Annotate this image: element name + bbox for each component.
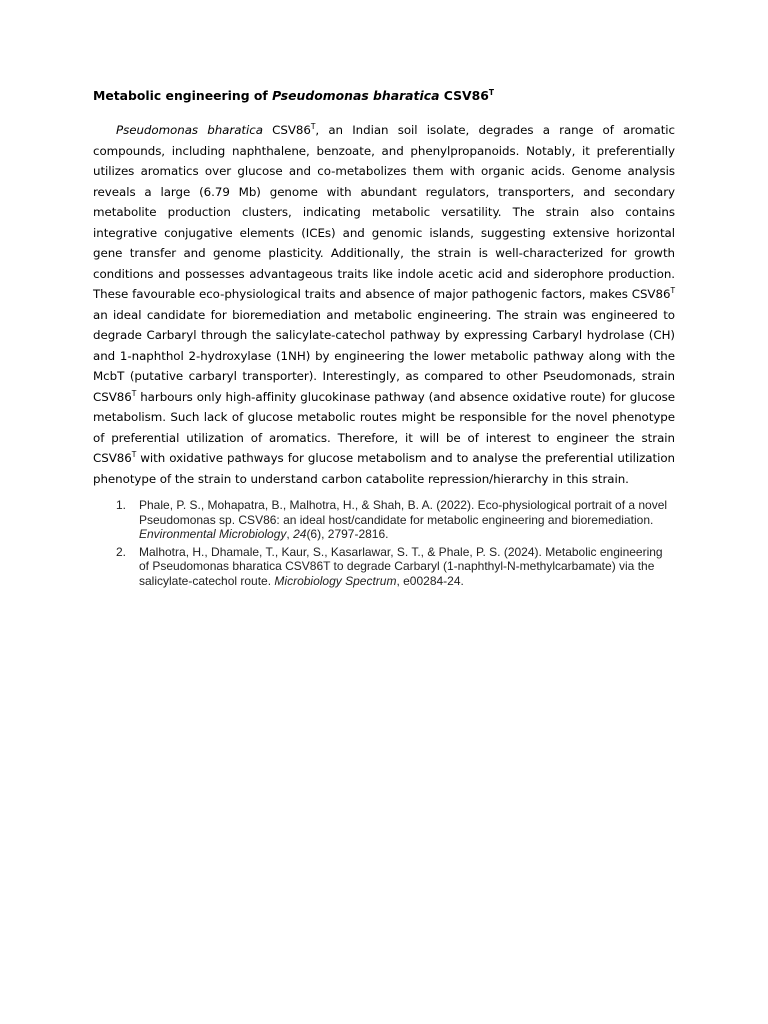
reference-volume: 24	[293, 527, 307, 542]
document-page	[93, 86, 675, 592]
document-title	[93, 86, 675, 106]
paragraph-text-1: , an Indian soil isolate, degrades a range of aromatic compounds, including naphthalene, benzoate, and phenylpropanoids. Notably, it preferentially utilizes aromatics over glucose and co-metabolizes them with organic acids. Genome analysis reveals a large (6.79 Mb) genome with abundant regulators, transporters, and secondary metabolite production clusters, indicating metabolic versatility. The strain also contains integrative conjugative elements (ICEs) and genomic islands, suggesting extensive horizontal gene transfer and genome plasticity. Additionally, the strain is well-characterized for growth conditions and possesses advantageous traits like indole acetic acid and siderophore production. These favourable eco-physiological traits and absence of major pathogenic factors, makes CSV86	[93, 123, 676, 301]
paragraph-text-4: with oxidative pathways for glucose metabolism and to analyse the preferential utilization phenotype of the strain to understand carbon catabolite repression/hierarchy in this strain.	[93, 451, 675, 486]
reference-pages: , e00284-24.	[396, 573, 464, 588]
reference-item	[93, 498, 675, 542]
reference-item	[93, 545, 675, 589]
paragraph-text-3: harbours only high-affinity glucokinase pathway (and absence oxidative route) for glucose metabolism. Such lack of glucose metabolic routes might be responsible for the novel phenotype of preferential utilization of aromatics. Therefore, it will be of interest to engineer the strain CSV86	[93, 389, 675, 465]
strain-superscript: T	[131, 450, 137, 460]
title-species: Pseudomonas bharatica	[272, 88, 440, 103]
title-prefix: Metabolic engineering of	[93, 88, 273, 103]
strain-superscript: T	[670, 286, 675, 296]
paragraph-strain: CSV86	[262, 123, 311, 137]
reference-pages: (6), 2797-2816.	[306, 527, 389, 542]
reference-list	[93, 498, 675, 589]
paragraph-text-2: an ideal candidate for bioremediation and metabolic engineering. The strain was engineered to degrade Carbaryl through the salicylate-catechol pathway by expressing Carbaryl hydrolase (CH) and 1-naphthol 2-hydroxylase (1NH) by engineering the lower metabolic pathway along with the McbT (putative carbaryl transporter). Interestingly, as compared to other Pseudomonads, strain CSV86	[93, 307, 675, 404]
reference-journal: Environmental Microbiology	[139, 527, 287, 542]
reference-text: Malhotra, H., Dhamale, T., Kaur, S., Kasarlawar, S. T., & Phale, P. S. (2024). Metabolic engineering of Pseudomonas bharatica CSV86T to degrade Carbaryl (1-naphthyl-N-methylcarbamate) via the salicylate-catechol route.	[139, 544, 663, 588]
strain-superscript: T	[310, 122, 316, 132]
reference-text: Phale, P. S., Mohapatra, B., Malhotra, H., & Shah, B. A. (2022). Eco-physiological portrait of a novel Pseudomonas sp. CSV86: an ideal host/candidate for metabolic engineering and bioremediation.	[139, 498, 668, 527]
reference-journal: Microbiology Spectrum	[274, 573, 397, 588]
title-superscript: T	[488, 87, 494, 97]
reference-separator: ,	[286, 527, 294, 542]
reference-number: 2.	[116, 544, 127, 559]
strain-superscript: T	[131, 388, 137, 398]
reference-number: 1.	[116, 498, 127, 512]
paragraph-species: Pseudomonas bharatica	[116, 123, 263, 137]
title-strain: CSV86	[439, 88, 489, 103]
body-paragraph	[93, 120, 675, 489]
